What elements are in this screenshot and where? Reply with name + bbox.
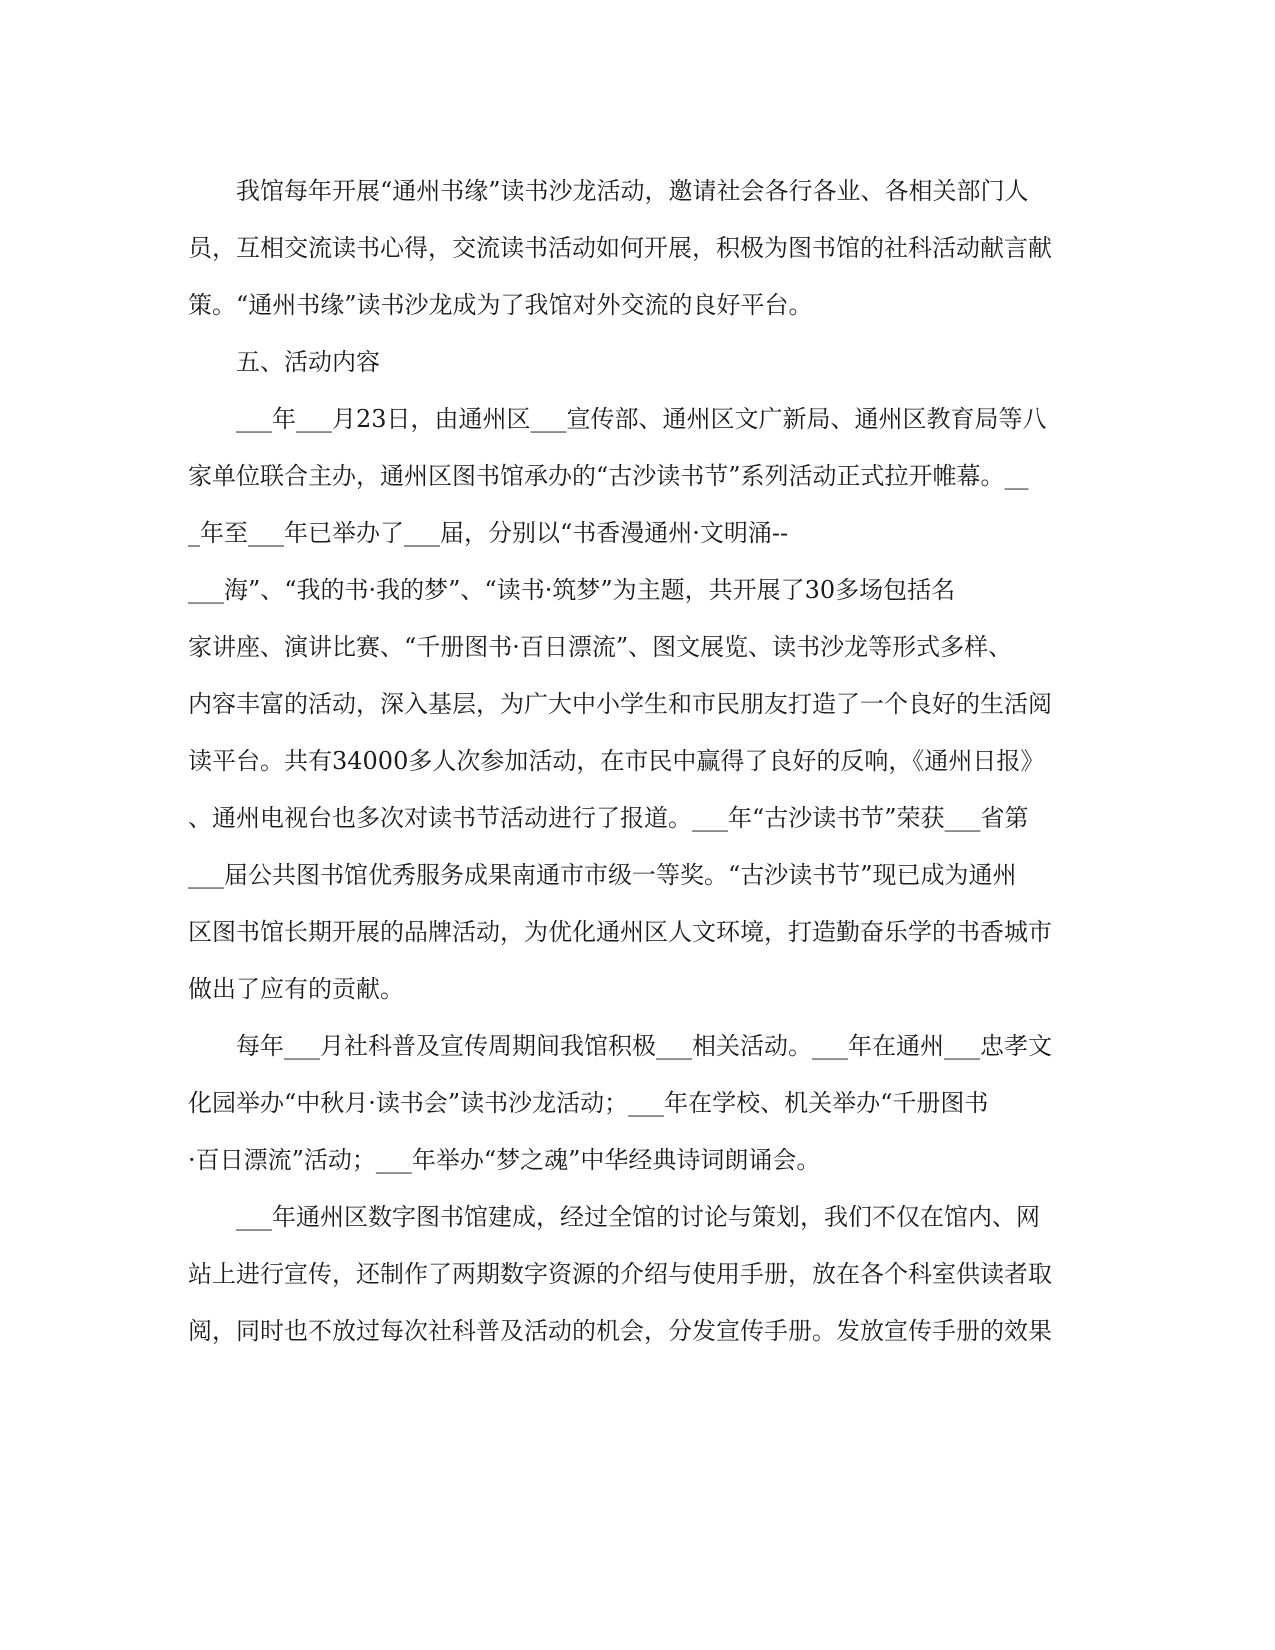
text-line: _年至___年已举办了___届，分别以“书香漫通州·文明涌-- <box>188 519 789 547</box>
text-line: 化园举办“中秋月·读书会”读书沙龙活动；___年在学校、机关举办“千册图书 <box>188 1089 989 1117</box>
text-line: 家讲座、演讲比赛、“千册图书·百日漂流”、图文展览、读书沙龙等形式多样、 <box>188 633 1013 661</box>
text-line: 每年___月社科普及宣传周期间我馆积极___相关活动。___年在通州___忠孝文 <box>236 1032 1052 1060</box>
text-line: 策。“通州书缘”读书沙龙成为了我馆对外交流的良好平台。 <box>188 291 813 319</box>
text-line: 我馆每年开展“通州书缘”读书沙龙活动，邀请社会各行各业、各相关部门人 <box>236 177 1029 205</box>
text-line: ·百日漂流”活动；___年举办“梦之魂”中华经典诗词朗诵会。 <box>188 1146 821 1174</box>
text-line: 站上进行宣传，还制作了两期数字资源的介绍与使用手册，放在各个科室供读者取 <box>188 1260 1052 1288</box>
text-line: 阅，同时也不放过每次社科普及活动的机会，分发宣传手册。发放宣传手册的效果 <box>188 1317 1052 1345</box>
text-line: 做出了应有的贡献。 <box>188 975 404 1003</box>
document-body <box>188 163 1088 1360</box>
text-line: 五、活动内容 <box>236 348 380 376</box>
text-line: ___年___月23日，由通州区___宣传部、通州区文广新局、通州区教育局等八 <box>236 405 1047 433</box>
text-line: ___海”、“我的书·我的梦”、“读书·筑梦”为主题，共开展了30多场包括名 <box>188 576 956 604</box>
text-line: 内容丰富的活动，深入基层，为广大中小学生和市民朋友打造了一个良好的生活阅 <box>188 690 1052 718</box>
text-line: 读平台。共有34000多人次参加活动，在市民中赢得了良好的反响，《通州日报》 <box>188 747 1045 775</box>
text-line: 区图书馆长期开展的品牌活动，为优化通州区人文环境，打造勤奋乐学的书香城市 <box>188 918 1052 946</box>
text-line: ___届公共图书馆优秀服务成果南通市市级一等奖。“古沙读书节”现已成为通州 <box>188 861 1017 889</box>
text-line: ___年通州区数字图书馆建成，经过全馆的讨论与策划，我们不仅在馆内、网 <box>236 1203 1040 1231</box>
text-line: 、通州电视台也多次对读书节活动进行了报道。___年“古沙读书节”荣获___省第 <box>188 804 1029 832</box>
text-line: 家单位联合主办，通州区图书馆承办的“古沙读书节”系列活动正式拉开帷幕。__ <box>188 462 1029 490</box>
text-line: 员，互相交流读书心得，交流读书活动如何开展，积极为图书馆的社科活动献言献 <box>188 234 1052 262</box>
